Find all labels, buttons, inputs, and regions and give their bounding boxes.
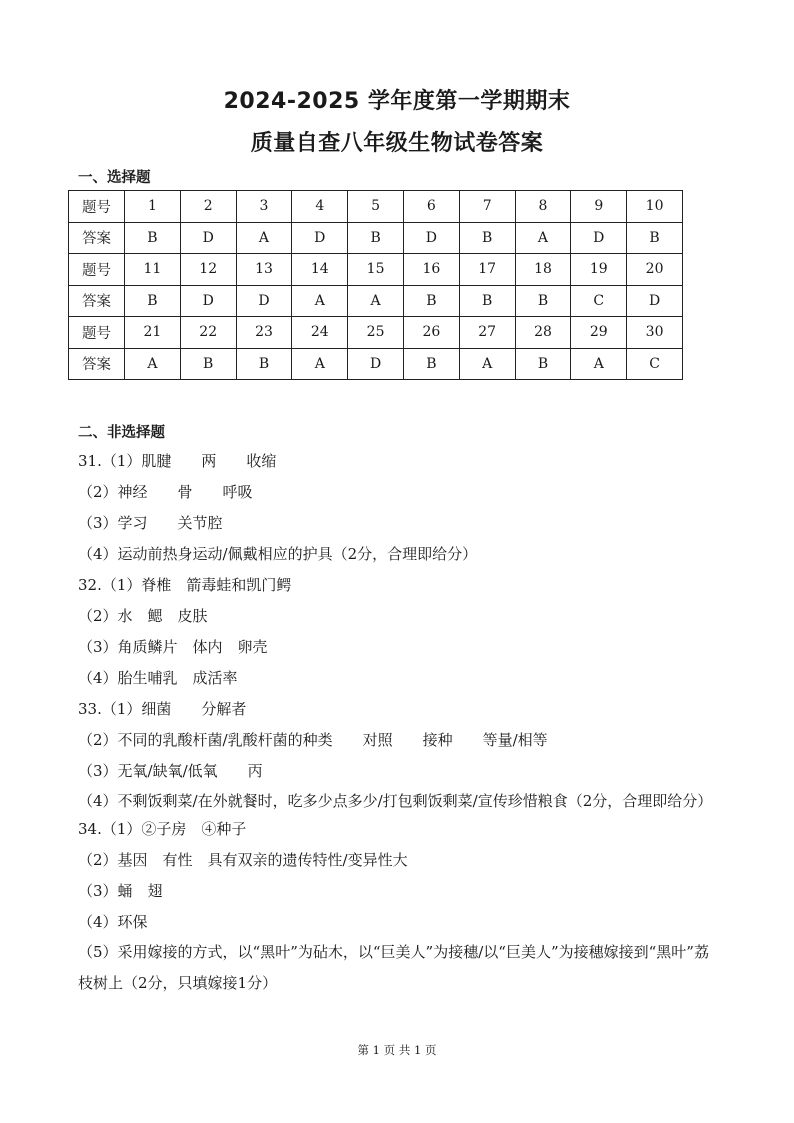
question-number: 10: [627, 191, 683, 223]
answer-cell: C: [627, 348, 683, 380]
answer-cell: D: [627, 285, 683, 317]
answer-cell: A: [292, 348, 348, 380]
question-number: 6: [403, 191, 459, 223]
question-number: 3: [236, 191, 292, 223]
question-number: 29: [571, 317, 627, 349]
answer-line: （3）角质鳞片 体内 卵壳: [78, 638, 268, 656]
question-number: 12: [180, 254, 236, 286]
answer-cell: D: [403, 222, 459, 254]
answer-line: （4）环保: [78, 913, 148, 931]
answer-cell: A: [571, 348, 627, 380]
row-label: 题号: [69, 254, 125, 286]
answer-cell: B: [627, 222, 683, 254]
question-number: 4: [292, 191, 348, 223]
answer-cell: B: [403, 285, 459, 317]
answer-cell: B: [515, 285, 571, 317]
table-row-question: [69, 191, 683, 223]
question-number: 30: [627, 317, 683, 349]
answer-line: （3）学习 关节腔: [78, 514, 223, 532]
answer-line: （3）蛹 翅: [78, 882, 163, 900]
question-number: 22: [180, 317, 236, 349]
question-number: 11: [125, 254, 181, 286]
answer-cell: B: [459, 222, 515, 254]
answer-cell: A: [459, 348, 515, 380]
answer-table: [68, 190, 683, 380]
answer-line: （4）胎生哺乳 成活率: [78, 669, 238, 687]
answer-cell: B: [403, 348, 459, 380]
answer-line: 34.（1）②子房 ④种子: [78, 820, 247, 838]
answer-cell: B: [125, 285, 181, 317]
question-number: 8: [515, 191, 571, 223]
answer-line: （2）水 鳃 皮肤: [78, 607, 208, 625]
section-heading-nonchoice: 二、非选择题: [78, 425, 165, 441]
answer-line: （3）无氧/缺氧/低氧 丙: [78, 762, 263, 780]
page-footer: 第 1 页 共 1 页: [357, 1043, 437, 1057]
answer-cell: C: [571, 285, 627, 317]
question-number: 9: [571, 191, 627, 223]
question-number: 28: [515, 317, 571, 349]
answer-cell: A: [292, 285, 348, 317]
answer-cell: B: [459, 285, 515, 317]
answer-cell: B: [348, 222, 404, 254]
question-number: 20: [627, 254, 683, 286]
table-row-answer: [69, 348, 683, 380]
question-number: 19: [571, 254, 627, 286]
answer-line: （4）不剩饭剩菜/在外就餐时，吃多少点多少/打包剩饭剩菜/宣传珍惜粮食（2分，合理即给分）: [78, 792, 713, 810]
question-number: 26: [403, 317, 459, 349]
answer-cell: B: [125, 222, 181, 254]
page-title: 2024-2025 学年度第一学期期末: [223, 89, 571, 114]
question-number: 17: [459, 254, 515, 286]
answer-cell: A: [125, 348, 181, 380]
answer-cell: D: [180, 222, 236, 254]
answer-cell: A: [348, 285, 404, 317]
question-number: 16: [403, 254, 459, 286]
answer-cell: A: [236, 222, 292, 254]
row-label: 题号: [69, 191, 125, 223]
question-number: 23: [236, 317, 292, 349]
answer-cell: B: [236, 348, 292, 380]
answer-cell: D: [571, 222, 627, 254]
question-number: 21: [125, 317, 181, 349]
answer-line: （5）采用嫁接的方式，以“黑叶”为砧木，以“巨美人”为接穗/以“巨美人”为接穗嫁接到“黑叶”荔枝树上（2分，只填嫁接1分）: [78, 943, 709, 992]
question-number: 5: [348, 191, 404, 223]
question-number: 25: [348, 317, 404, 349]
question-number: 18: [515, 254, 571, 286]
answer-line: （2）不同的乳酸杆菌/乳酸杆菌的种类 对照 接种 等量/相等: [78, 731, 548, 749]
question-number: 2: [180, 191, 236, 223]
question-number: 24: [292, 317, 348, 349]
answer-cell: D: [292, 222, 348, 254]
question-number: 14: [292, 254, 348, 286]
answer-cell: A: [515, 222, 571, 254]
question-number: 27: [459, 317, 515, 349]
table-row-answer: [69, 285, 683, 317]
answer-cell: B: [180, 348, 236, 380]
row-label: 答案: [69, 222, 125, 254]
answer-line: 31.（1）肌腱 两 收缩: [78, 452, 277, 470]
row-label: 题号: [69, 317, 125, 349]
table-row-question: [69, 317, 683, 349]
question-number: 13: [236, 254, 292, 286]
answer-line: 33.（1）细菌 分解者: [78, 700, 247, 718]
answer-cell: B: [515, 348, 571, 380]
answer-cell: D: [348, 348, 404, 380]
row-label: 答案: [69, 348, 125, 380]
question-number: 7: [459, 191, 515, 223]
answer-line: 32.（1）脊椎 箭毒蛙和凯门鳄: [78, 576, 292, 594]
answer-list: [78, 450, 718, 1000]
answer-line: （4）运动前热身运动/佩戴相应的护具（2分，合理即给分）: [78, 545, 478, 563]
row-label: 答案: [69, 285, 125, 317]
question-number: 15: [348, 254, 404, 286]
question-number: 1: [125, 191, 181, 223]
answer-line: （2）神经 骨 呼吸: [78, 483, 253, 501]
page-subtitle: 质量自查八年级生物试卷答案: [250, 131, 544, 156]
answer-cell: D: [180, 285, 236, 317]
table-row-question: [69, 254, 683, 286]
answer-line: （2）基因 有性 具有双亲的遗传特性/变异性大: [78, 851, 408, 869]
answer-cell: D: [236, 285, 292, 317]
section-heading-choice: 一、选择题: [78, 170, 151, 186]
table-row-answer: [69, 222, 683, 254]
